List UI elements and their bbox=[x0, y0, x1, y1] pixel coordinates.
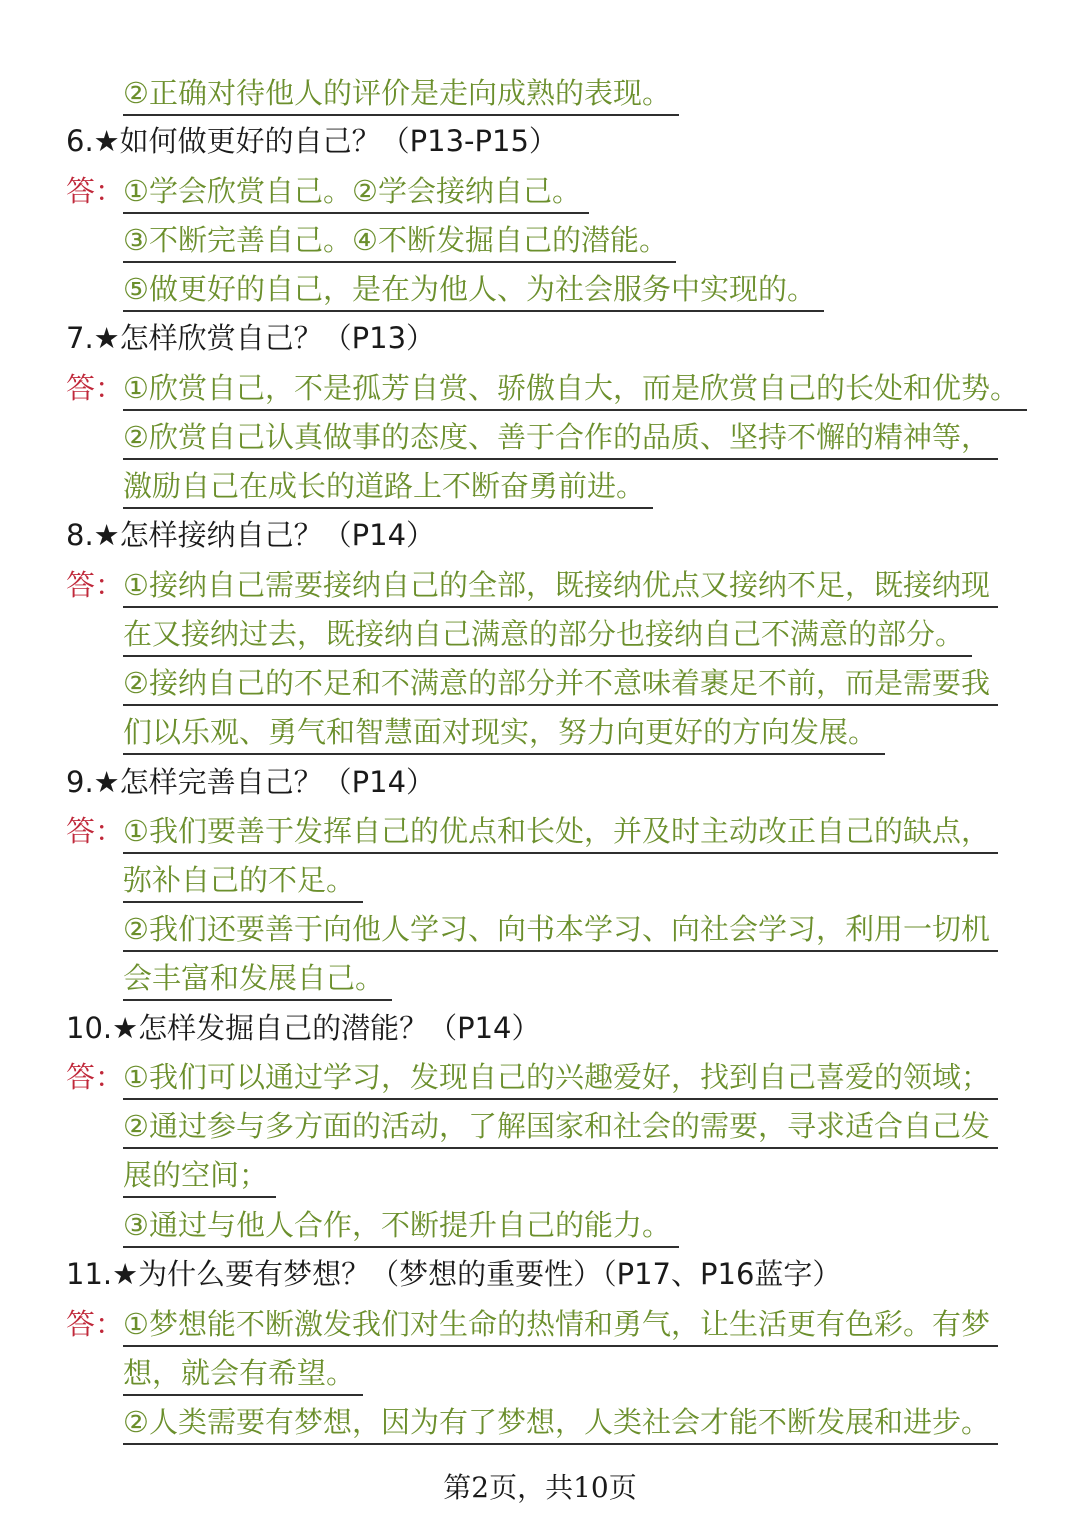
question-6: 6.★如何做更好的自己？（P13-P15） bbox=[66, 124, 558, 158]
question-10: 10.★怎样发掘自己的潜能？（P14） bbox=[66, 1011, 541, 1045]
answer-line: ①接纳自己需要接纳自己的全部，既接纳优点又接纳不足，既接纳现 bbox=[123, 566, 998, 608]
answer-label: 答： bbox=[66, 814, 125, 848]
answer-line: ②欣赏自己认真做事的态度、善于合作的品质、坚持不懈的精神等， bbox=[123, 418, 998, 460]
answer-label: 答： bbox=[66, 1307, 125, 1341]
answer-line: 激励自己在成长的道路上不断奋勇前进。 bbox=[123, 467, 653, 509]
answer-line: 展的空间； bbox=[123, 1156, 276, 1198]
answer-line: ②通过参与多方面的活动，了解国家和社会的需要，寻求适合自己发 bbox=[123, 1107, 998, 1149]
answer-line: ①欣赏自己，不是孤芳自赏、骄傲自大，而是欣赏自己的长处和优势。 bbox=[123, 369, 1027, 411]
answer-line: ⑤做更好的自己，是在为他人、为社会服务中实现的。 bbox=[123, 270, 824, 312]
answer-label: 答： bbox=[66, 568, 125, 602]
question-9: 9.★怎样完善自己？（P14） bbox=[66, 765, 436, 799]
answer-line: ②人类需要有梦想，因为有了梦想，人类社会才能不断发展和进步。 bbox=[123, 1403, 998, 1445]
answer-line: 在又接纳过去，既接纳自己满意的部分也接纳自己不满意的部分。 bbox=[123, 615, 972, 657]
answer-line: ②我们还要善于向他人学习、向书本学习、向社会学习，利用一切机 bbox=[123, 910, 998, 952]
answer-label: 答： bbox=[66, 371, 125, 405]
answer-line: ①我们可以通过学习，发现自己的兴趣爱好，找到自己喜爱的领域； bbox=[123, 1058, 998, 1100]
page-number-footer: 第2页，共10页 bbox=[443, 1471, 637, 1504]
question-8: 8.★怎样接纳自己？（P14） bbox=[66, 518, 436, 552]
answer-line: 会丰富和发展自己。 bbox=[123, 959, 392, 1001]
answer-line: 想，就会有希望。 bbox=[123, 1354, 363, 1396]
answer-line: 弥补自己的不足。 bbox=[123, 861, 363, 903]
answer-label: 答： bbox=[66, 174, 125, 208]
question-11: 11.★为什么要有梦想？（梦想的重要性）（P17、P16蓝字） bbox=[66, 1257, 842, 1291]
answer-line: 们以乐观、勇气和智慧面对现实，努力向更好的方向发展。 bbox=[123, 713, 885, 755]
question-7: 7.★怎样欣赏自己？（P13） bbox=[66, 321, 436, 355]
answer-label: 答： bbox=[66, 1060, 125, 1094]
answer-line: ①梦想能不断激发我们对生命的热情和勇气，让生活更有色彩。有梦 bbox=[123, 1305, 998, 1347]
answer-line: ①我们要善于发挥自己的优点和长处，并及时主动改正自己的缺点， bbox=[123, 812, 998, 854]
answer-line: ②正确对待他人的评价是走向成熟的表现。 bbox=[123, 74, 679, 116]
answer-line: ③不断完善自己。④不断发掘自己的潜能。 bbox=[123, 221, 676, 263]
answer-line: ①学会欣赏自己。②学会接纳自己。 bbox=[123, 172, 589, 214]
answer-line: ③通过与他人合作，不断提升自己的能力。 bbox=[123, 1206, 679, 1248]
answer-line: ②接纳自己的不足和不满意的部分并不意味着裹足不前，而是需要我 bbox=[123, 664, 998, 706]
